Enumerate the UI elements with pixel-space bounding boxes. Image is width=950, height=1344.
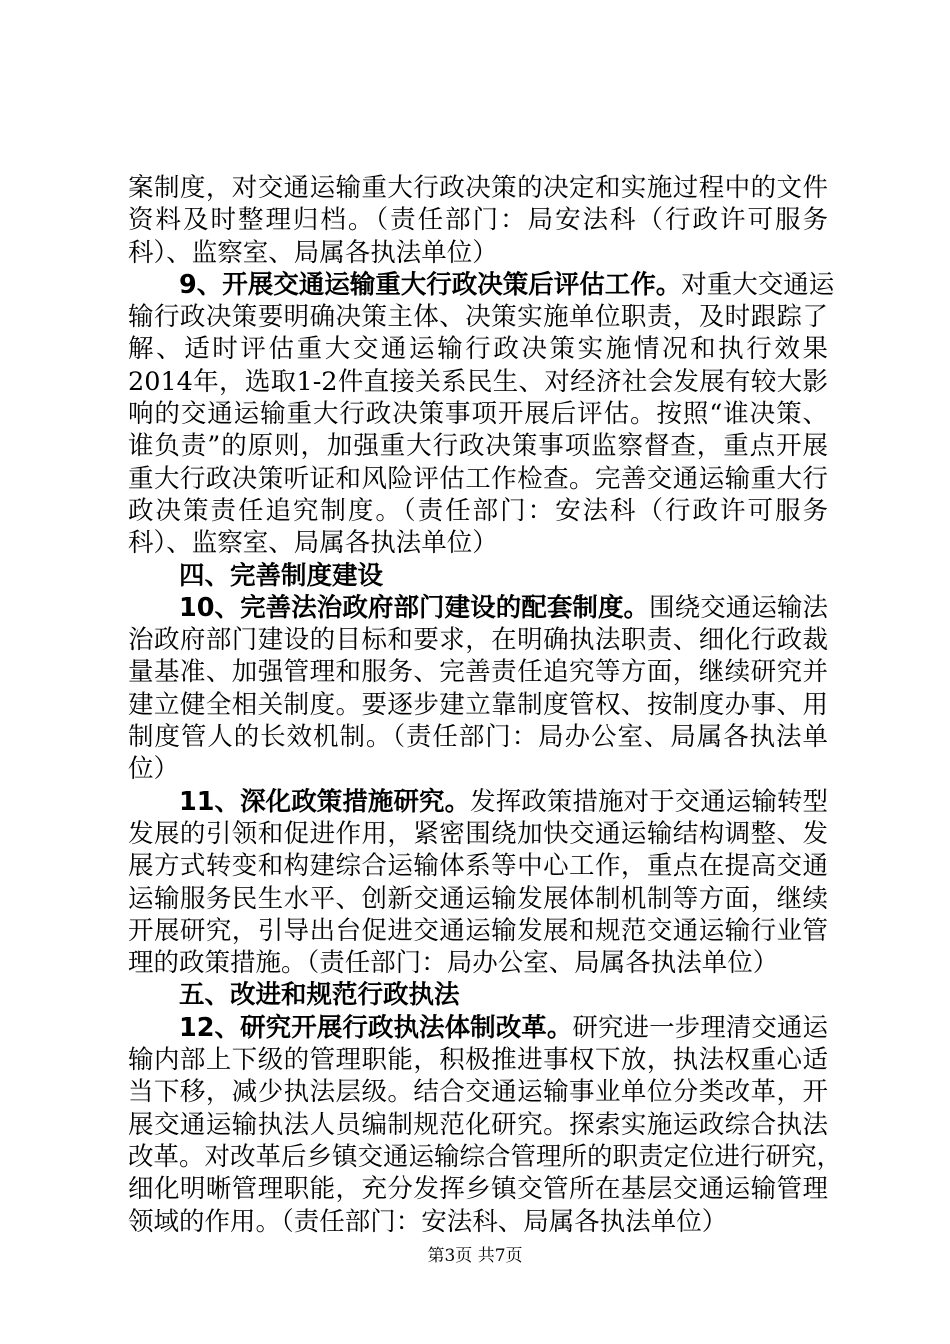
line-text: 细化明晰管理职能，充分发挥乡镇交管所在基层交通运输管理 xyxy=(128,1174,828,1205)
line-text: 发挥政策措施对于交通运输转型 xyxy=(470,786,828,817)
line-text: 理的政策措施。（责任部门：局办公室、局属各执法单位） xyxy=(128,948,779,979)
heading-line xyxy=(128,592,828,624)
line-text: 研究进一步理清交通运 xyxy=(572,1012,828,1043)
text-line xyxy=(128,495,828,527)
text-line xyxy=(128,463,828,495)
text-line xyxy=(128,301,828,333)
heading-line xyxy=(128,1012,828,1044)
text-line xyxy=(128,237,828,269)
text-line xyxy=(128,850,828,882)
bold-heading: 四、完善制度建设 xyxy=(179,560,384,591)
line-text: 围绕交通运输法 xyxy=(649,592,828,623)
bold-heading: 12、研究开展行政执法体制改革。 xyxy=(179,1012,573,1043)
text-line xyxy=(128,204,828,236)
bold-heading: 9、开展交通运输重大行政决策后评估工作。 xyxy=(179,269,682,300)
line-text: 当下移，减少执法层级。结合交通运输事业单位分类改革，开 xyxy=(128,1077,828,1108)
page-footer: 第3页 共7页 xyxy=(427,1246,523,1266)
text-line xyxy=(128,366,828,398)
line-text: 科）、监察室、局属各执法单位） xyxy=(128,237,498,268)
line-text: 展方式转变和构建综合运输体系等中心工作，重点在提高交通 xyxy=(128,851,828,882)
line-text: 位） xyxy=(128,754,180,785)
line-text: 解、适时评估重大交通运输行政决策实施情况和执行效果 xyxy=(128,334,828,365)
line-text: 输内部上下级的管理职能，积极推进事权下放，执法权重心适 xyxy=(128,1045,828,1076)
bold-heading: 10、完善法治政府部门建设的配套制度。 xyxy=(179,592,650,623)
line-text: 展交通运输执法人员编制规范化研究。探索实施运政综合执法 xyxy=(128,1109,828,1140)
heading-line xyxy=(128,786,828,818)
text-line xyxy=(128,527,828,559)
text-line xyxy=(128,818,828,850)
heading-line xyxy=(128,560,828,592)
line-text: 发展的引领和促进作用，紧密围绕加快交通运输结构调整、发 xyxy=(128,818,828,849)
line-text: 输行政决策要明确决策主体、决策实施单位职责，及时跟踪了 xyxy=(128,302,828,333)
line-text: 对重大交通运 xyxy=(681,269,835,300)
line-text: 改革。对改革后乡镇交通运输综合管理所的职责定位进行研究， xyxy=(128,1141,843,1172)
line-text: 响的交通运输重大行政决策事项开展后评估。按照“谁决策、 xyxy=(128,399,828,430)
text-line xyxy=(128,753,828,785)
text-line xyxy=(128,333,828,365)
text-line xyxy=(128,430,828,462)
document-body xyxy=(128,172,843,1238)
text-line xyxy=(128,1141,843,1173)
line-text: 案制度，对交通运输重大行政决策的决定和实施过程中的文件 xyxy=(128,173,828,203)
line-text: 开展研究，引导出台促进交通运输发展和规范交通运输行业管 xyxy=(128,915,828,946)
text-line xyxy=(128,947,828,979)
line-text: 治政府部门建设的目标和要求，在明确执法职责、细化行政裁 xyxy=(128,625,828,656)
line-text: 科）、监察室、局属各执法单位） xyxy=(128,528,498,559)
line-text: 量基准、加强管理和服务、完善责任追究等方面，继续研究并 xyxy=(128,657,828,688)
line-text: 谁负责”的原则，加强重大行政决策事项监察督查，重点开展 xyxy=(128,431,828,462)
heading-line xyxy=(128,979,828,1011)
line-text: 资料及时整理归档。（责任部门：局安法科（行政许可服务 xyxy=(128,205,828,236)
text-line xyxy=(128,1109,828,1141)
text-line xyxy=(128,624,828,656)
text-line xyxy=(128,172,828,204)
line-text: 领域的作用。（责任部门：安法科、局属各执法单位） xyxy=(128,1206,728,1237)
line-text: 建立健全相关制度。要逐步建立靠制度管权、按制度办事、用 xyxy=(128,689,828,720)
text-line xyxy=(128,1206,828,1238)
text-line xyxy=(128,915,828,947)
bold-heading: 11、深化政策措施研究。 xyxy=(179,786,471,817)
line-text: 政决策责任追究制度。（责任部门：安法科（行政许可服务 xyxy=(128,495,828,526)
text-line xyxy=(128,689,828,721)
text-line xyxy=(128,1076,828,1108)
text-line xyxy=(128,1044,828,1076)
text-line xyxy=(128,1173,828,1205)
heading-line xyxy=(128,269,835,301)
line-text: 制度管人的长效机制。（责任部门：局办公室、局属各执法单 xyxy=(128,722,828,753)
text-line xyxy=(128,656,828,688)
text-line xyxy=(128,721,828,753)
text-line xyxy=(128,883,828,915)
line-text: 重大行政决策听证和风险评估工作检查。完善交通运输重大行 xyxy=(128,463,828,494)
bold-heading: 五、改进和规范行政执法 xyxy=(179,980,460,1011)
line-text: 运输服务民生水平、创新交通运输发展体制机制等方面，继续 xyxy=(128,883,828,914)
text-line xyxy=(128,398,828,430)
line-text: 2014年，选取1-2件直接关系民生、对经济社会发展有较大影 xyxy=(128,366,828,397)
